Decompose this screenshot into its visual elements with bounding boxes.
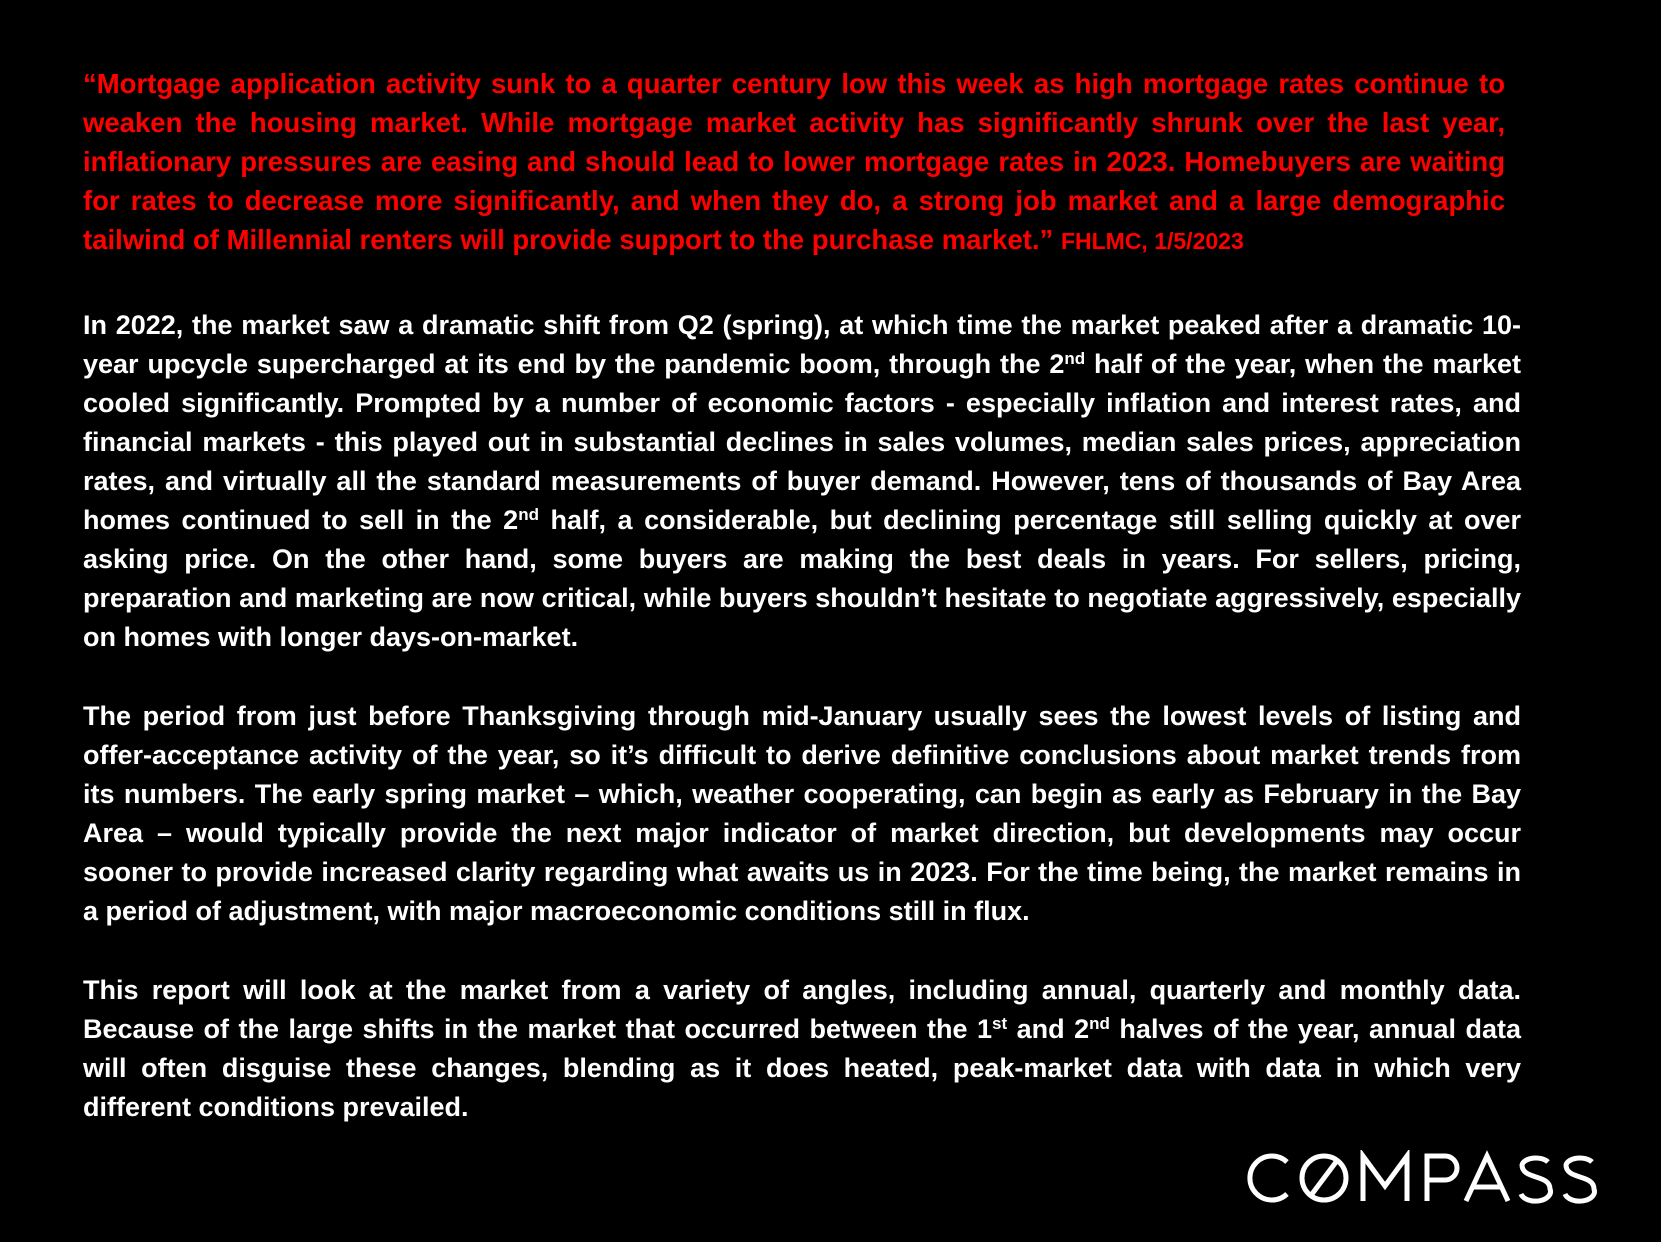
para1-text-a: In 2022, the market saw a dramatic shift from Q2 (spring), at which time the market peaked after a dramatic 10-year upcycle supercharged at its end by the pandemic boom, through the 2	[83, 310, 1521, 379]
para1-text-b: half of the year, when the market cooled significantly. Prompted by a number of economic factors - especially inflation and interest rates, and financial markets - this played out in substantial declines in sales volumes, median sales prices, appreciation rates, and virtually all the standard measurements of buyer demand. However, tens of thousands of Bay Area homes continued to sell in the 2	[83, 349, 1521, 535]
compass-logo	[1246, 1150, 1606, 1206]
paragraph-seasonal-period: The period from just before Thanksgiving through mid-January usually sees the lowest levels of listing and offer-acceptance activity of the year, so it’s difficult to derive definitive conclusions about market trends from its numbers. The early spring market – which, weather cooperating, can begin as early as February in the Bay Area – would typically provide the next major indicator of market direction, but developments may occur sooner to provide increased clarity regarding what awaits us in 2023. For the time being, the market remains in a period of adjustment, with major macroeconomic conditions still in flux.	[83, 701, 1521, 926]
para3-superscript-1: st	[992, 1014, 1008, 1033]
para3-text-c: halves of the year, annual data will often disguise these changes, blending as it does heated, peak-market data with data in which very different conditions prevailed.	[83, 1014, 1521, 1122]
para3-text-b: and 2	[1007, 1014, 1090, 1044]
para1-superscript-2: nd	[518, 505, 539, 524]
para3-text-a: This report will look at the market from a variety of angles, including annual, quarterly and monthly data. Because of the large shifts in the market that occurred between the 1	[83, 975, 1521, 1044]
para1-superscript-1: nd	[1064, 349, 1086, 368]
quote-source: FHLMC, 1/5/2023	[1060, 228, 1244, 254]
paragraph-market-shift	[83, 306, 1521, 657]
para1-text-c: half, a considerable, but declining percentage still selling quickly at over asking price. On the other hand, some buyers are making the best deals in years. For sellers, pricing, preparation and marketing are now critical, while buyers shouldn’t hesitate to negotiate aggressively, especially on homes with longer days-on-market.	[83, 505, 1521, 652]
quote-text: “Mortgage application activity sunk to a quarter century low this week as high mortgage rates continue to weaken the housing market. While mortgage market activity has significantly shrunk over the last year, inflationary pressures are easing and should lead to lower mortgage rates in 2023. Homebuyers are waiting for rates to decrease more significantly, and when they do, a strong job market and a large demographic tailwind of Millennial renters will provide support to the purchase market.”	[83, 68, 1505, 255]
paragraph-report-scope	[83, 971, 1521, 1127]
fhlmc-quote	[83, 64, 1505, 261]
para3-superscript-2: nd	[1089, 1014, 1110, 1033]
